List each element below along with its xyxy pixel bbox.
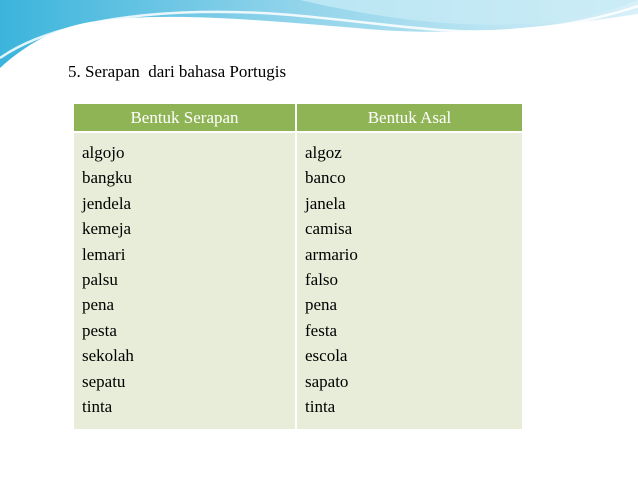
serapan-word: sekolah [82,346,134,366]
serapan-word: algojo [82,143,125,162]
serapan-word: jendela [82,193,132,213]
asal-word: algoz [305,143,342,162]
asal-word: tinta [305,397,336,417]
serapan-word: pena [82,295,115,315]
asal-word: festa [305,320,338,340]
header-bentuk-serapan: Bentuk Serapan [74,104,296,132]
serapan-word: sepatu [82,371,126,391]
asal-word: janela [305,193,346,213]
asal-word: escola [305,346,348,366]
serapan-word-list [74,132,296,429]
serapan-word: bangku [82,168,133,188]
asal-word: pena [305,295,338,315]
table-header-row [74,104,522,132]
asal-word: falso [305,270,339,290]
serapan-word: palsu [82,270,118,290]
serapan-word: lemari [82,244,126,264]
header-bentuk-asal: Bentuk Asal [296,104,522,132]
loanword-table [74,104,522,429]
table-body-row [74,132,522,429]
serapan-word: kemeja [82,219,132,239]
asal-word: camisa [305,219,353,239]
serapan-word: pesta [82,320,117,340]
asal-word: armario [305,244,358,264]
asal-word: sapato [305,371,349,391]
slide-heading: 5. Serapan dari bahasa Portugis [68,62,287,81]
serapan-word: tinta [82,397,113,417]
asal-word-list [296,132,522,429]
asal-word: banco [305,168,346,188]
